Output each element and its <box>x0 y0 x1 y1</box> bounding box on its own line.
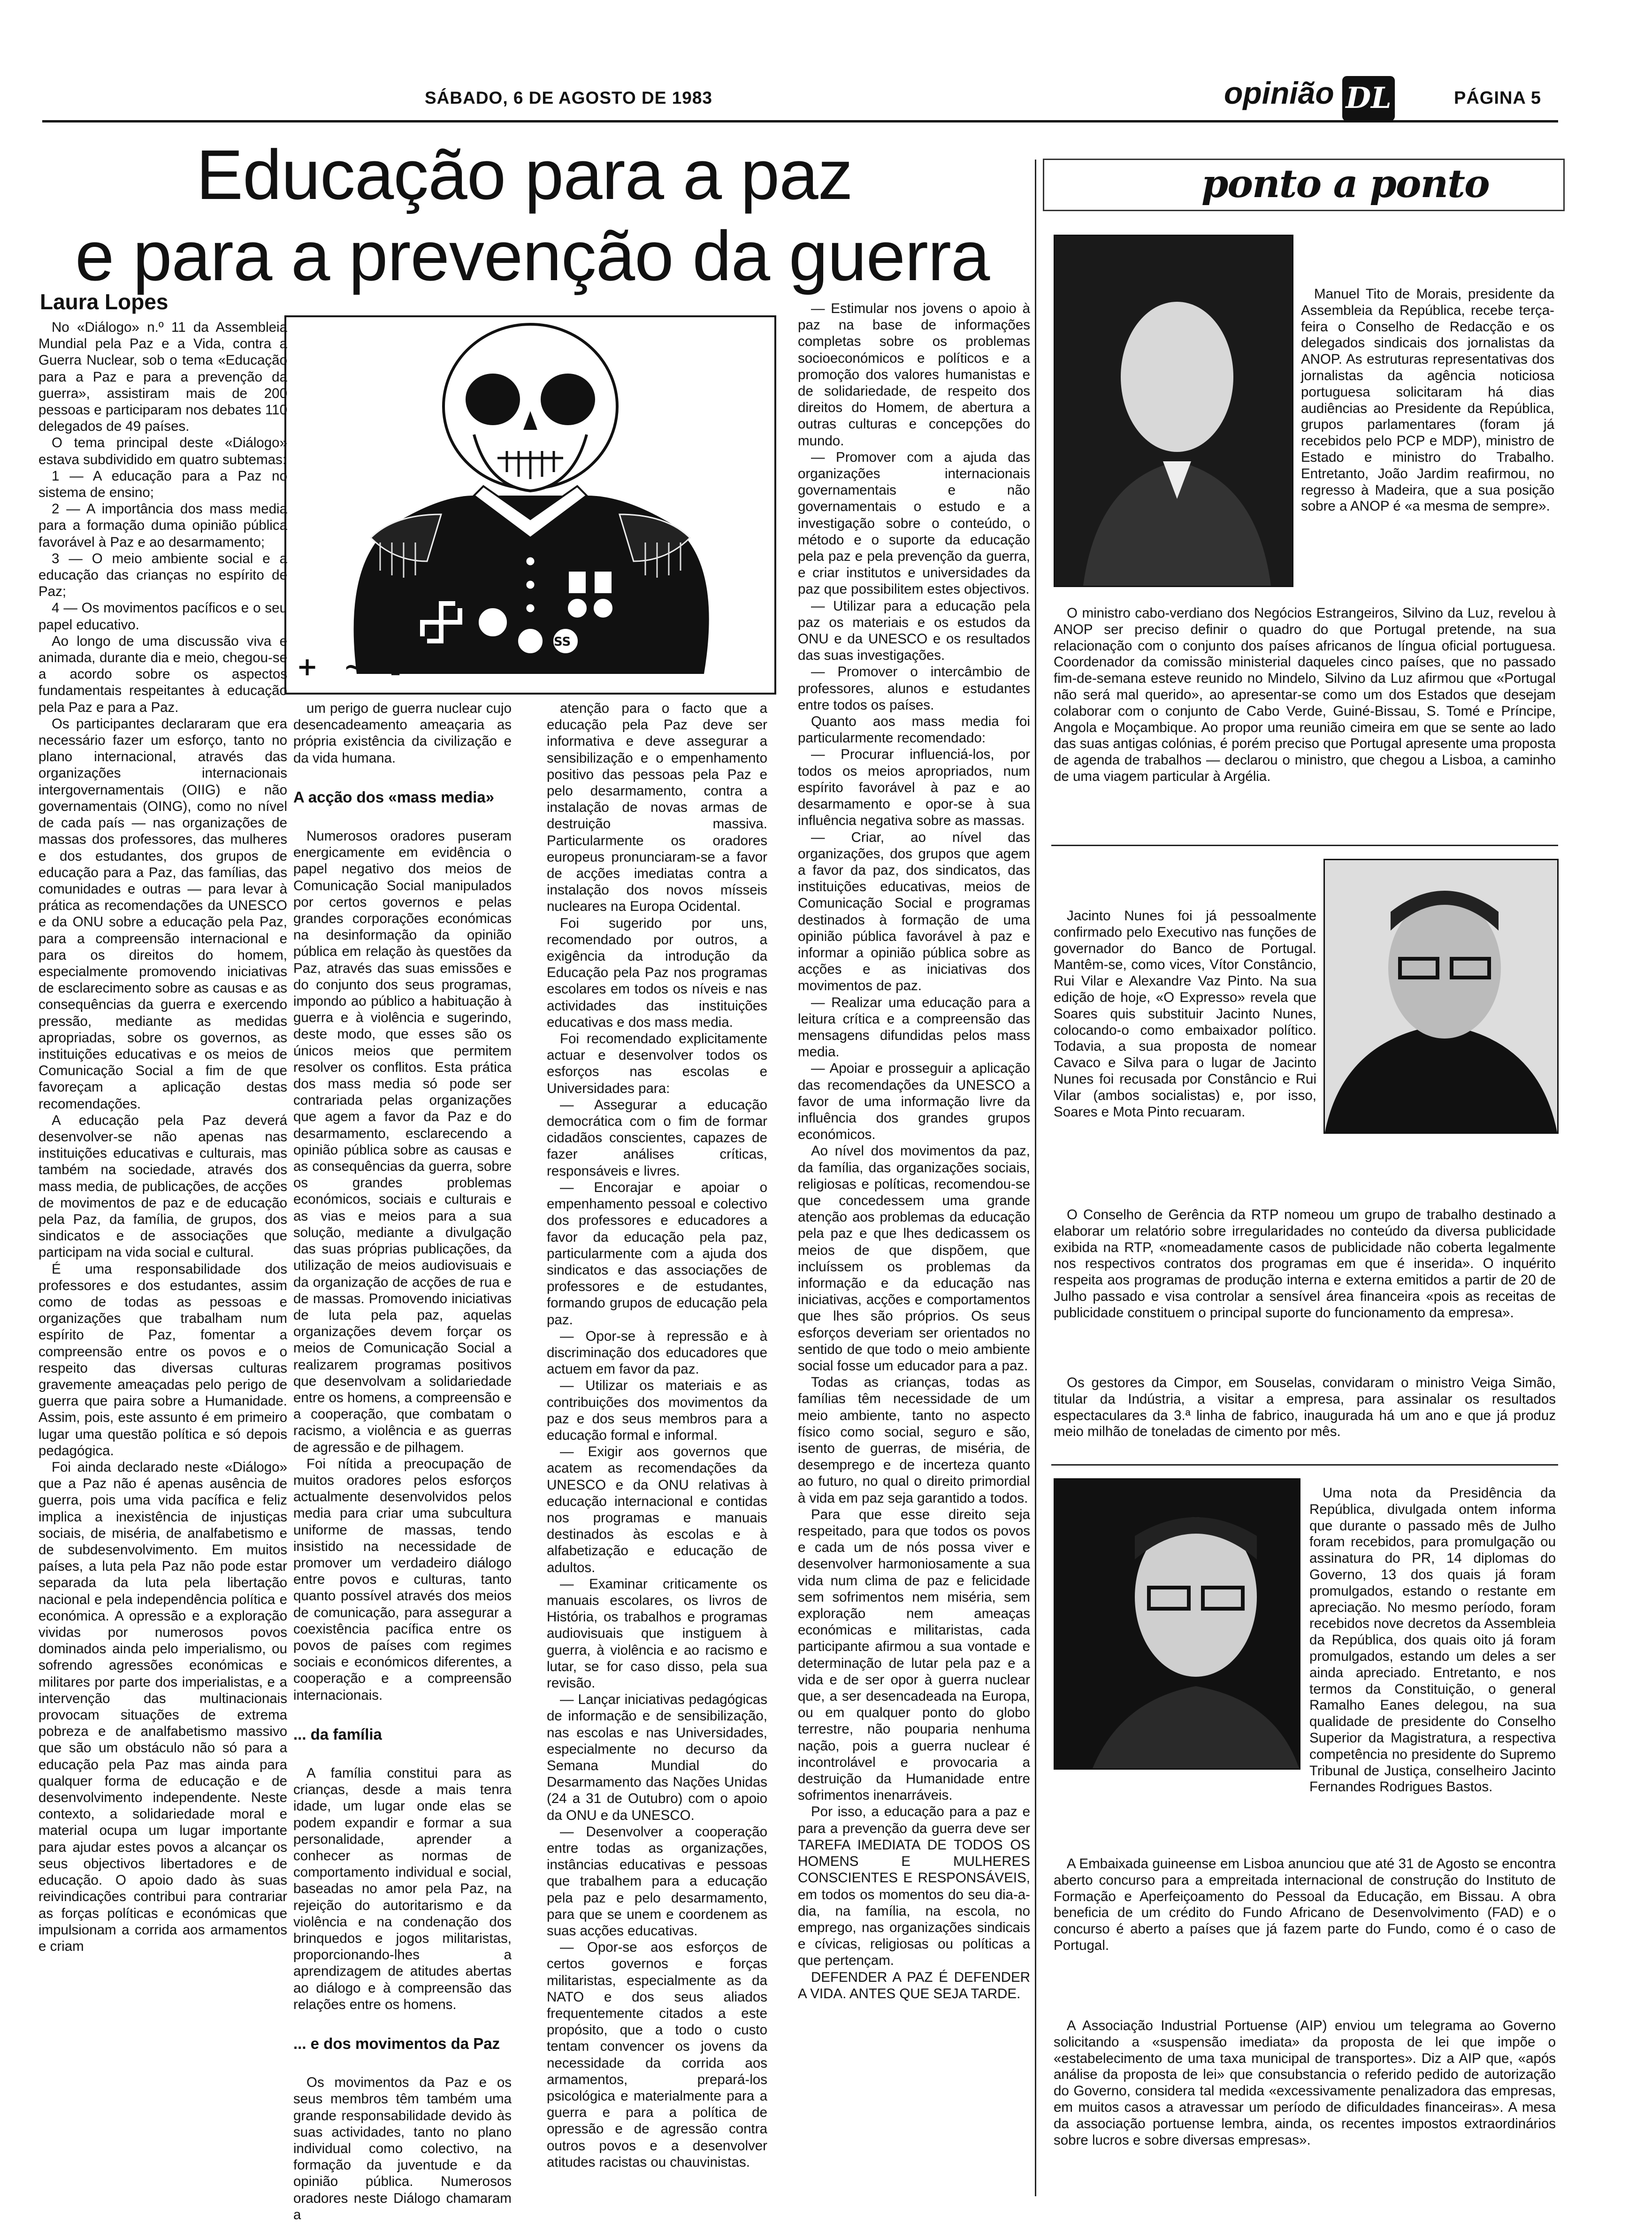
article-column-4 <box>798 300 1030 2192</box>
subheading-movimentos: ... e dos movimentos da Paz <box>293 2035 500 2053</box>
paragraph: É uma responsabilidade dos professores e dos estudantes, assim como de todas as pessoas e organizações que trabalham num espírito de Paz, fomentar a compreensão entre os povos e o respeito das diversas culturas gravemente ameaçadas pelo perigo de guerra que paira sobre a Humanidade. Assim, pois, este assunto é em primeiro lugar uma questão política e só depois pedagógica. <box>38 1261 287 1459</box>
news-note-jacinto-nunes <box>1054 908 1316 1171</box>
paragraph: — Lançar iniciativas pedagógicas de informação e de sensibilização, nas escolas e nas Universidades, especialmente no decurso da Semana Mundial do Desarmamento das Nações Unidas (24 a 31 de Outubro) com o apoio da ONU e da UNESCO. <box>547 1692 767 1823</box>
paragraph: — Realizar uma educação para a leitura crítica e a compreensão das mensagens difundidas pelos mass media. <box>798 994 1030 1060</box>
skull-general-drawing <box>286 317 774 693</box>
paragraph: — Procurar influenciá-los, por todos os meios apropriados, num espírito favorável à paz e ao desarmamento e opor-se à sua influência negativa sobre as massas. <box>798 747 1030 829</box>
note-text: Jacinto Nunes foi já pessoalmente confirmado pelo Executivo nas funções de governador do Banco de Portugal. Mantêm-se, como vices, Vítor Constâncio, Rui Vilar e Alexandre Vaz Pinto. Na sua edição de hoje, «O Expresso» revela que Soares quis substituir Jacinto Nunes, colocando-o como embaixador político. Todavia, a sua proposta de nomear Cavaco e Silva para o lugar de Jacinto Nunes foi recusada por Constâncio e Rui Vilar (ambos socialistas) e, por isso, Soares e Mota Pinto recuaram. <box>1054 908 1316 1120</box>
paragraph: — Promover com a ajuda das organizações internacionais governamentais e não governamentais o estudo e a investigação sobre o conteúdo, o método e o suporte da educação pela paz e pela prevenção da guerra, e criar institutos e universidades da paz que possibilitem estes objectivos. <box>798 449 1030 597</box>
news-note-rtp <box>1054 1207 1556 1352</box>
paragraph: A educação pela Paz deverá desenvolver-se não apenas nas instituições educativas e culturais, mas também na sociedade, através dos mass media, de publicações, de acções de movimentos de paz e de educação pela Paz, da família, de grupos, dos sindicatos e de associações que participam na vida social e cultural. <box>38 1112 287 1260</box>
paragraph: Para que esse direito seja respeitado, para que todos os povos e cada um de nós possa viver e desenvolver harmoniosamente a sua vida num clima de paz e felicidade sem sofrimentos nem miséria, sem exploração nem ameaças económicas e militaristas, cada participante afirmou a sua vontade e determinação de lutar pela paz e a vida e de ser opor à guerra nuclear que, a ser desencadeada na Europa, ou em qualquer ponto do globo terrestre, não pouparia nenhuma nação, pois a guerra nuclear é incontrolável e provocaria a destruição da Humanidade entre sofrimentos inenarráveis. <box>798 1506 1030 1803</box>
note-separator <box>1051 845 1558 846</box>
byline: Laura Lopes <box>40 290 168 314</box>
paragraph: 4 — Os movimentos pacíficos e o seu papel educativo. <box>38 600 287 633</box>
paragraph: — Opor-se à repressão e à discriminação dos educadores que actuem em favor da paz. <box>547 1328 767 1377</box>
portrait-drawing <box>1055 1480 1299 1768</box>
article-column-2 <box>293 700 512 2223</box>
paragraph: — Apoiar e prosseguir a aplicação das recomendações da UNESCO a favor de uma informação livre da influência dos grandes grupos económicos. <box>798 1061 1030 1143</box>
paragraph: Foi recomendado explicitamente actuar e desenvolver todos os esforços nas escolas e Universidades para: <box>547 1031 767 1096</box>
paragraph: Por isso, a educação para a paz e para a prevenção da guerra deve ser TAREFA IMEDIATA DE TODOS OS HOMENS E MULHERES CONSCIENTES E RESPONSÁVEIS, em todos os momentos do seu dia-a-dia, na família, na escola, no emprego, nas organizações sindicais e cívicas, religiosas ou políticas a que pertençam. <box>798 1804 1030 1969</box>
column-separator <box>1035 160 1036 2196</box>
news-note-aip <box>1054 2018 1556 2196</box>
portrait-photo-tito-de-morais <box>1054 235 1293 587</box>
news-note-embaixada-guineense <box>1054 1856 1556 2001</box>
paragraph: Foi sugerido por uns, recomendado por outros, a exigência da introdução da Educação pela Paz nos programas escolares em todos os níveis e nas actividades das instituições educativas e dos mass media. <box>547 915 767 1030</box>
paragraph: No «Diálogo» n.º 11 da Assembleia Mundial pela Paz e a Vida, contra a Guerra Nuclear, sob o tema «Educação para a Paz e para a prevenção da guerra», assistiram mais de 200 pessoas e participaram nos debates 110 delegados de 49 países. <box>38 320 287 435</box>
page-number: PÁGINA 5 <box>1454 88 1542 108</box>
subheading-familia: ... da família <box>293 1725 382 1743</box>
paragraph: — Exigir aos governos que acatem as recomendações da UNESCO e da ONU relativas à educação internacional e contidas nos programas e manuais destinados às escolas e à alfabetização e educação de adultos. <box>547 1444 767 1575</box>
article-column-1 <box>38 319 287 2192</box>
paragraph: — Assegurar a educação democrática com o fim de formar cidadãos conscientes, capazes de fazer análises críticas, responsáveis e livres. <box>547 1097 767 1179</box>
note-separator <box>1051 1464 1558 1466</box>
note-text: Os gestores da Cimpor, em Souselas, convidaram o ministro Veiga Simão, titular da Indústria, a visitar a empresa, para assinalar os resultados espectaculares da 3.ª linha de fabrico, inaugurada há um ano e que já produz meio milhão de toneladas de cimento por mês. <box>1054 1375 1556 1440</box>
portrait-photo-presidencia <box>1054 1478 1300 1770</box>
portrait-photo-jacinto-nunes <box>1323 859 1559 1134</box>
paragraph: — Promover o intercâmbio de professores, alunos e estudantes entre todos os países. <box>798 664 1030 713</box>
paragraph: — Utilizar para a educação pela paz os materiais e os estudos da ONU e da UNESCO e os resultados das suas investigações. <box>798 598 1030 664</box>
article-column-3 <box>547 700 767 2192</box>
svg-text:SS: SS <box>554 635 571 649</box>
paragraph: Ao nível dos movimentos da paz, da família, das organizações sociais, religiosas e políticas, recomendou-se que concedessem uma grande atenção aos problemas da educação pela paz e que lhes dedicassem os meios de que dispõem, que incluíssem os problemas da informação e da educação nas iniciativas, acções e comportamentos que lhes são próprios. Os seus esforços deveriam ser orientados no sentido de que todo o meio ambiente social fosse um educador para a paz. <box>798 1143 1030 1374</box>
paragraph: Ao longo de uma discussão viva e animada, durante dia e meio, chegou-se a acordo sobre os aspectos fundamentais respeitantes à educação pela Paz e para a Paz. <box>38 633 287 715</box>
subheading-mass-media: A acção dos «mass media» <box>293 788 495 806</box>
paragraph: Foi nítida a preocupação de muitos oradores pelos esforços actualmente desenvolvidos pelos media para criar uma subcultura uniforme de massas, tendo insistido na necessidade de promover um verdadeiro diálogo entre povos e culturas, tanto quanto possível através dos meios de comunicação, para assegurar a coexistência pacífica entre os povos de países com regimes sociais e económicos diferentes, a cooperação e a compreensão internacionais. <box>293 1456 512 1703</box>
paragraph: A família constitui para as crianças, desde a mais tenra idade, um lugar onde elas se podem expandir e formar a sua personalidade, aprender a conhecer as normas de comportamento individual e social, baseadas no amor pela Paz, na rejeição do autoritarismo e da violência e na condenação dos brinquedos e jogos militaristas, proporcionando-lhes a aprendizagem de atitudes abertas ao diálogo e à compreensão das relações entre os homens. <box>293 1765 512 2012</box>
skull-general-illustration <box>284 315 776 695</box>
paragraph: Numerosos oradores puseram energicamente em evidência o papel negativo dos meios de Comunicação Social manipulados por certos governos e pelas grandes corporações económicas na desinformação da opinião pública em relação às questões da Paz, através das suas emissões e do conjunto dos seus programas, impondo ao público a habituação à guerra e à violência e sugerindo, deste modo, que esses são os únicos meios que permitem resolver os conflitos. Esta prática dos mass media só pode ser contrariada pelas organizações que agem a favor da Paz e do desarmamento, esclarecendo a opinião pública sobre as causas e as consequências da guerra, sobre os grandes problemas económicos, sociais e culturais e as vias e meios para a sua solução, mediante a divulgação das suas próprias publicações, da utilização de meios audiovisuais e da organização de acções de rua e de massas. Promovendo iniciativas de luta pela paz, aquelas organizações devem forçar os meios de Comunicação Social a realizarem programas positivos que desenvolvam a solidariedade entre os homens, a compreensão e a cooperação, que combatam o racismo, a violência e as guerras de agressão e de pilhagem. <box>293 828 512 1455</box>
paragraph: 3 — O meio ambiente social e a educação das crianças no espírito de Paz; <box>38 550 287 600</box>
paragraph: — Estimular nos jovens o apoio à paz na base de informações completas sobre os problemas socioeconómicos e políticos e a promoção dos valores humanistas e de solidariedade, de respeito dos direitos do Homem, de abertura a outras culturas e concepções do mundo. <box>798 301 1030 449</box>
section-name: opinião <box>1224 76 1334 110</box>
paragraph: — Examinar criticamente os manuais escolares, os livros de História, os trabalhos e programas audiovisuais que instiguem à guerra, à violência e ao racismo e lutar, se for caso disso, pela sua revisão. <box>547 1576 767 1691</box>
news-note-presidencia <box>1309 1485 1556 1842</box>
note-text: O Conselho de Gerência da RTP nomeou um grupo de trabalho destinado a elaborar um relatório sobre irregularidades no conteúdo da diversa publicidade exibida na RTP, «nomeadamente casos de publicidade não coberta legalmente nos respectivos contratos dos programas em que é inserida». O inquérito respeita aos programas de produção interna e externa emitidos a partir de 20 de Julho passado e visa controlar a sensível área financeira «pois as receitas de publicidade constituem o principal suporte do funcionamento da empresa». <box>1054 1207 1556 1321</box>
headline-line-2: e para a prevenção da guerra <box>75 216 990 295</box>
ponto-a-ponto-title: ponto a ponto <box>1201 161 1489 206</box>
paragraph: — Desenvolver a cooperação entre todas as organizações, instâncias educativas e pessoas que trabalhem para a educação pela paz e pelo desarmamento, para que se unem e coordenem as suas acções educativas. <box>547 1824 767 1939</box>
newspaper-logo: DL <box>1342 76 1395 121</box>
paragraph: — Opor-se aos esforços de certos governos e forças militaristas, especialmente as da NATO e dos seus aliados frequentemente citados a este propósito, que a todo o custo tentam convencer os jovens da necessidade da corrida aos armamentos, prepará-los psicológica e materialmente para a guerra e para a política de opressão e de agressão contra outros povos e a desenvolver atitudes racistas ou chauvinistas. <box>547 1940 767 2170</box>
paragraph: Foi ainda declarado neste «Diálogo» que a Paz não é apenas ausência de guerra, pois uma vida pacífica e feliz implica a inexistência de injustiças sociais, de miséria, de analfabetismo e de subdesenvolvimento. Em muitos países, a luta pela Paz não pode estar separada da luta pela libertação nacional e pela independência política e económica. A opressão e a exploração vividas por numerosos povos dominados ainda pelo imperialismo, ou sofrendo agressões económicas e militares por parte dos imperialistas, e a intervenção das multinacionais provocam situações de extrema pobreza e de analfabetismo massivo que são um obstáculo não só para a educação pela Paz mas ainda para qualquer forma de educação e de desenvolvimento independente. Neste contexto, a solidariedade moral e material ocupa um lugar importante para ajudar estes povos a alcançar os seus objectivos libertadores e de educação. O apoio dado às suas reivindicações contribui para contrariar as forças políticas e económicas que impulsionam a corrida aos armamentos e criam <box>38 1459 287 1954</box>
paragraph: — Encorajar e apoiar o empenhamento pessoal e colectivo dos professores e educadores a favor da educação pela paz, particularmente com a ajuda dos sindicatos e das associações de professores e de estudantes, formando grupos de educação pela paz. <box>547 1179 767 1328</box>
header-date: SÁBADO, 6 DE AGOSTO DE 1983 <box>425 88 713 107</box>
paragraph: atenção para o facto que a educação pela Paz deve ser informativa e deve assegurar a sensibilização e o empenhamento positivo das pessoas pela Paz e pelo desarmamento, contra a instalação de novas armas de destruição massiva. Particularmente os oradores europeus pronunciaram-se a favor de acções imediatas contra a instalação dos novos mísseis nucleares na Europa Ocidental. <box>547 701 767 915</box>
paragraph: DEFENDER A PAZ É DEFENDER A VIDA. ANTES QUE SEJA TARDE. <box>798 1969 1030 2001</box>
news-note-cimpor <box>1054 1375 1556 1441</box>
paragraph: — Criar, ao nível das organizações, dos grupos que agem a favor da paz, dos sindicatos, das instituições educativas, meios de Comunicação Social e programas destinados à formação de uma opinião pública favorável à paz e informar a opinião pública sobre as acções e as iniciativas dos movimentos de paz. <box>798 829 1030 994</box>
portrait-drawing <box>1325 860 1557 1132</box>
note-text: Uma nota da Presidência da República, divulgada ontem informa que durante o passado mês de Julho foram recebidos, para promulgação ou assinatura do PR, 14 diplomas do Governo, 13 dos quais já foram promulgados, estando o restante em apreciação. No mesmo período, foram recebidos nove decretos da Assembleia da República, dos quais oito já foram promulgados, estando um deles a ser ainda apreciado. Entretanto, e nos termos da Constituição, o general Ramalho Eanes delegou, na sua qualidade de presidente do Conselho Superior da Magistratura, a respectiva competência no presidente do Supremo Tribunal de Justiça, conselheiro Jacinto Fernandes Rodrigues Bastos. <box>1309 1485 1556 1795</box>
portrait-drawing <box>1055 236 1292 586</box>
header-rule <box>42 120 1558 122</box>
paragraph: 1 — A educação para a Paz no sistema de ensino; <box>38 468 287 501</box>
note-text: A Embaixada guineense em Lisboa anunciou que até 31 de Agosto se encontra aberto concurso para a empreitada internacional de construção do Instituto de Formação e Aperfeiçoamento do Pessoal da Educação, em Bissau. A obra beneficia de um crédito do Fundo Africano de Desenvolvimento (FAD) e o concurso é aberto a países que já fazem parte do Fundo, como é o caso de Portugal. <box>1054 1856 1556 1953</box>
paragraph: O tema principal deste «Diálogo» estava subdividido em quatro subtemas: <box>38 435 287 467</box>
news-note-silvino-da-luz <box>1054 605 1556 828</box>
paragraph: um perigo de guerra nuclear cujo desencadeamento ameaçaria as própria existência da civilização e da vida humana. <box>293 701 512 766</box>
note-text: Manuel Tito de Morais, presidente da Assembleia da República, recebe terça-feira o Conselho de Redacção e os delegados sindicais dos jornalistas da ANOP. As estruturas representativas dos jornalistas da agência noticiosa portuguesa solicitaram há dias audiências ao Presidente da República, grupos parlamentares (foram já recebidos pelo PCP e MDP), ministro de Estado e ministro do Trabalho. Entretanto, João Jardim reafirmou, no regresso à Madeira, que a sua posição sobre a ANOP é «a mesma de sempre». <box>1301 286 1554 514</box>
paragraph: Todas as crianças, todas as famílias têm necessidade de um meio ambiente, tanto no aspecto físico como social, seguro e são, isento de guerras, de miséria, de desemprego e de incerteza quanto ao futuro, no qual o direito primordial à vida em paz seja garantido a todos. <box>798 1375 1030 1506</box>
paragraph: — Utilizar os materiais e as contribuições dos movimentos da paz e dos seus membros para a educação formal e informal. <box>547 1378 767 1443</box>
paragraph: Os movimentos da Paz e os seus membros têm também uma grande responsabilidade devido às suas actividades, tanto no plano individual como colectivo, na formação da juventude e da opinião pública. Numerosos oradores neste Diálogo chamaram a <box>293 2075 512 2223</box>
headline-line-1: Educação para a paz <box>196 135 853 214</box>
note-text: A Associação Industrial Portuense (AIP) enviou um telegrama ao Governo solicitando a «suspensão imediata» da proposta de lei que impõe o «estabelecimento de uma taxa municipal de transportes». Diz a AIP que, «após análise da proposta de lei» que consubstancia o referido pedido de autorização do Governo, considera tal medida «excessivamente penalizadora das empresas, em muitos casos a atravessar um período de dificuldades financeiras». A mesa da associação portuense lembra, ainda, os recentes impostos extraordinários sobre lucros e sobre diversas empresas». <box>1054 2018 1556 2148</box>
illustration-signature: + ~ l ~ <box>297 651 456 681</box>
news-note-tito-de-morais <box>1301 286 1554 587</box>
paragraph: Quanto aos mass media foi particularmente recomendado: <box>798 714 1030 746</box>
note-text: O ministro cabo-verdiano dos Negócios Estrangeiros, Silvino da Luz, revelou à ANOP ser preciso definir o quadro do que Portugal pretende, na sua relacionação com o conjunto dos países africanos de língua oficial portuguesa. Coordenador da comissão ministerial daqueles cinco países, que no passado fim-de-semana esteve reunido no Mindelo, Silvino da Luz afirmou que «Portugal não será mal querido», ao apresentar-se como um dos Estados que desejam colaborar com o conjunto de Cabo Verde, Guiné-Bissau, S. Tomé e Príncipe, Angola e Moçambique. Ao propor uma reunião cimeira em que se sente ao lado das suas antigas colónias, é porém preciso que Portugal apresente uma proposta de agenda de trabalhos — declarou o ministro, que chegou a Lisboa, a caminho de uma viagem particular à Argélia. <box>1054 605 1556 784</box>
paragraph: Os participantes declararam que era necessário fazer um esforço, tanto no plano internacional, através das organizações internacionais intergovernamentais (OIIG) e não governamentais (OING), como no nível de cada país — nas organizações de massas dos professores, das mulheres e dos estudantes, dos grupos de educação para a Paz, das famílias, das comunidades e outras — para levar à prática as recomendações da UNESCO e da ONU sobre a educação pela Paz, para a compreensão internacional e para os direitos do homem, especialmente promovendo iniciativas de esclarecimento sobre as causas e as consequências da guerra e exercendo pressão, mediante as medidas apropriadas, sobre os governos, as instituições educativas e os meios de Comunicação Social a fim de que favoreçam a aplicação destas recomendações. <box>38 716 287 1112</box>
paragraph: 2 — A importância dos mass media para a formação duma opinião pública favorável à Paz e ao desarmamento; <box>38 501 287 550</box>
